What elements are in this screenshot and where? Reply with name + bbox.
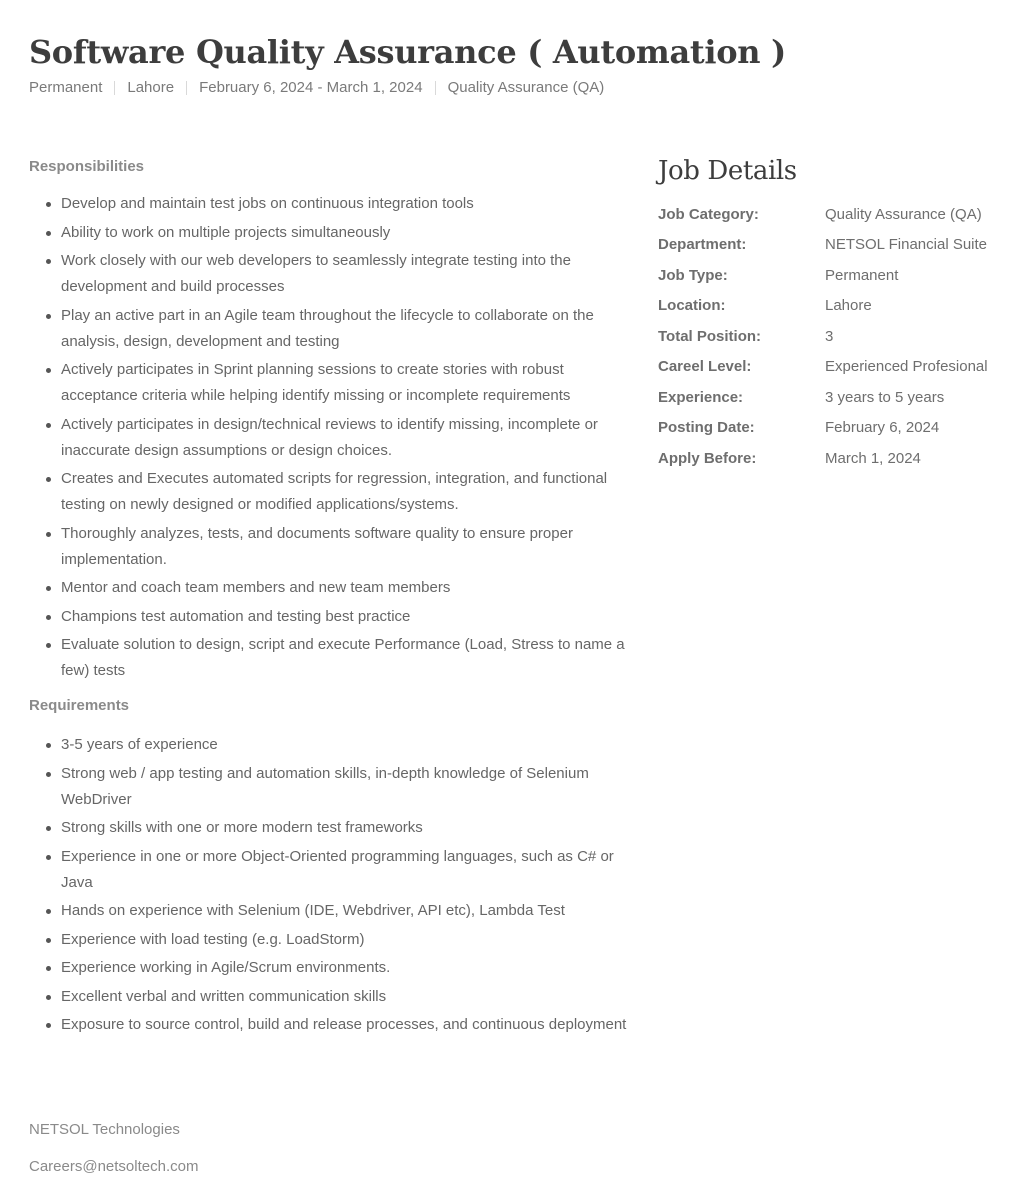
- detail-label: Posting Date:: [658, 419, 755, 437]
- detail-value: Permanent: [825, 266, 899, 284]
- meta-location: Lahore: [127, 79, 175, 96]
- detail-row-location: [658, 291, 1028, 322]
- job-meta: [29, 78, 604, 98]
- job-details-title: Job Details: [658, 156, 797, 186]
- list-item: Experience working in Agile/Scrum environments.: [61, 955, 629, 981]
- detail-label: Experience:: [658, 388, 744, 406]
- detail-row-career-level: [658, 352, 1028, 383]
- detail-value: Lahore: [825, 297, 872, 315]
- list-item: Actively participates in Sprint planning sessions to create stories with robust acceptance criteria while helping identify missing or incomplete requirements: [61, 357, 629, 409]
- detail-label: Department:: [658, 236, 747, 254]
- meta-separator: [186, 81, 187, 95]
- list-item: Experience with load testing (e.g. LoadStorm): [61, 927, 629, 953]
- detail-value: February 6, 2024: [825, 419, 940, 437]
- requirements-list: [29, 732, 629, 1038]
- list-item: Actively participates in design/technical reviews to identify missing, incomplete or inaccurate design assumptions or design choices.: [61, 412, 629, 464]
- detail-value: March 1, 2024: [825, 449, 921, 467]
- list-item: Excellent verbal and written communication skills: [61, 984, 629, 1010]
- job-title: Software Quality Assurance ( Automation ): [29, 33, 786, 71]
- meta-date-range: February 6, 2024 - March 1, 2024: [199, 79, 423, 96]
- meta-separator: [435, 81, 436, 95]
- list-item: Evaluate solution to design, script and execute Performance (Load, Stress to name a few) tests: [61, 632, 629, 684]
- detail-row-apply-before: [658, 443, 1028, 474]
- detail-value: Experienced Profesional: [825, 358, 988, 376]
- list-item: Hands on experience with Selenium (IDE, Webdriver, API etc), Lambda Test: [61, 898, 629, 924]
- list-item: Strong skills with one or more modern test frameworks: [61, 815, 629, 841]
- footer-email-link[interactable]: Careers@netsoltech.com: [29, 1158, 199, 1175]
- list-item: 3-5 years of experience: [61, 732, 629, 758]
- detail-row-department: [658, 230, 1028, 261]
- list-item: Thoroughly analyzes, tests, and documents software quality to ensure proper implementation.: [61, 521, 629, 573]
- list-item: Experience in one or more Object-Oriented programming languages, such as C# or Java: [61, 844, 629, 896]
- detail-label: Careel Level:: [658, 358, 752, 376]
- detail-value: 3 years to 5 years: [825, 388, 945, 406]
- list-item: Champions test automation and testing best practice: [61, 604, 629, 630]
- detail-row-total-position: [658, 321, 1028, 352]
- meta-job-type: Permanent: [29, 79, 103, 96]
- list-item: Work closely with our web developers to seamlessly integrate testing into the development and build processes: [61, 248, 629, 300]
- list-item: Play an active part in an Agile team throughout the lifecycle to collaborate on the analysis, design, development and testing: [61, 303, 629, 355]
- detail-row-experience: [658, 382, 1028, 413]
- detail-label: Total Position:: [658, 327, 762, 345]
- job-details-panel: [658, 153, 1028, 474]
- list-item: Develop and maintain test jobs on continuous integration tools: [61, 191, 629, 217]
- detail-label: Apply Before:: [658, 449, 757, 467]
- detail-value: NETSOL Financial Suite: [825, 236, 988, 254]
- detail-row-posting-date: [658, 413, 1028, 444]
- detail-row-job-category: [658, 199, 1028, 230]
- meta-separator: [114, 81, 115, 95]
- requirements-heading: Requirements: [29, 697, 130, 714]
- detail-label: Job Category:: [658, 205, 759, 223]
- detail-label: Location:: [658, 297, 726, 315]
- list-item: Ability to work on multiple projects simultaneously: [61, 220, 629, 246]
- detail-label: Job Type:: [658, 266, 728, 284]
- footer-company-name: NETSOL Technologies: [29, 1121, 180, 1138]
- list-item: Exposure to source control, build and release processes, and continuous deployment: [61, 1012, 629, 1038]
- list-item: Strong web / app testing and automation skills, in-depth knowledge of Selenium WebDriver: [61, 761, 629, 813]
- detail-value: Quality Assurance (QA): [825, 205, 982, 223]
- detail-row-job-type: [658, 260, 1028, 291]
- meta-category: Quality Assurance (QA): [447, 79, 605, 96]
- list-item: Creates and Executes automated scripts for regression, integration, and functional testing on newly designed or modified applications/systems.: [61, 466, 629, 518]
- responsibilities-list: [29, 191, 629, 684]
- detail-value: 3: [825, 327, 834, 345]
- job-description: [29, 157, 629, 1041]
- responsibilities-heading: Responsibilities: [29, 158, 145, 175]
- list-item: Mentor and coach team members and new team members: [61, 575, 629, 601]
